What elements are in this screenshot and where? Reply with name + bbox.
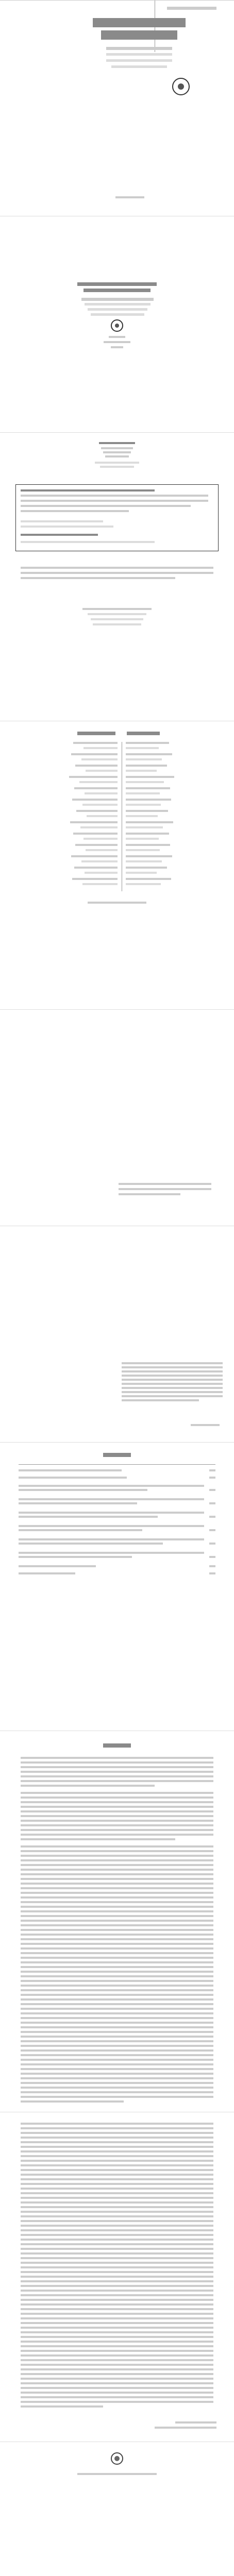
closing-page <box>0 2442 234 2576</box>
catalog-line-8 <box>21 541 155 543</box>
catalog-line-4 <box>21 505 191 507</box>
text-line <box>21 1780 213 1782</box>
text-line <box>21 2068 213 2070</box>
copyright-line-6 <box>100 466 134 468</box>
text-line <box>21 1943 213 1945</box>
summary-entry-page <box>209 1502 215 1504</box>
epigraph-line <box>122 1395 223 1397</box>
epigraph-line <box>122 1383 223 1385</box>
board-member-line <box>80 826 118 828</box>
text-line <box>21 1896 213 1899</box>
text-line <box>21 2271 213 2273</box>
publisher-address <box>82 608 152 610</box>
summary-heading <box>103 1453 131 1457</box>
editorial-board-left-column <box>62 742 118 896</box>
board-member-line <box>72 878 118 880</box>
summary-entry-cont <box>19 1502 137 1504</box>
text-line <box>21 2073 213 2075</box>
text-line <box>21 1859 213 1861</box>
board-member-line <box>126 781 164 783</box>
author-header <box>167 7 216 10</box>
text-line <box>21 2401 213 2403</box>
summary-entry-page <box>209 1543 215 1545</box>
preface-continued-page <box>0 2112 234 2442</box>
summary-entry[interactable] <box>19 1538 204 1540</box>
board-member-line <box>86 770 118 772</box>
board-member-line <box>76 810 118 812</box>
text-line <box>21 2127 213 2129</box>
board-member-line <box>126 747 159 749</box>
text-line <box>21 2345 213 2347</box>
title-page-subtitle-line-3 <box>88 308 147 311</box>
summary-entry-cont <box>19 1489 147 1491</box>
preface-page <box>0 1731 234 2112</box>
text-line <box>21 1820 213 1822</box>
text-line <box>21 1952 213 1954</box>
address-line-3 <box>91 618 143 620</box>
copyright-line-5 <box>95 462 139 464</box>
dedication-line-3 <box>119 1193 180 1195</box>
board-member-line <box>74 787 118 789</box>
text-line <box>21 2248 213 2250</box>
text-line <box>21 2378 213 2380</box>
title-page-subtitle-line-2 <box>85 303 151 306</box>
board-member-line <box>126 742 169 744</box>
text-line <box>21 2280 213 2282</box>
board-member-line <box>85 792 118 794</box>
summary-entry[interactable] <box>19 1552 204 1554</box>
epigraph-line <box>122 1375 223 1377</box>
board-member-line <box>126 815 158 817</box>
text-line <box>21 2211 213 2213</box>
text-line <box>21 2201 213 2204</box>
board-member-line <box>126 878 171 880</box>
text-line <box>21 2155 213 2157</box>
text-line <box>21 1785 155 1787</box>
text-line <box>21 2239 213 2241</box>
board-member-line <box>126 844 170 846</box>
summary-entry-cont <box>19 1529 142 1531</box>
cover-page <box>0 0 234 216</box>
text-line <box>21 1994 213 1996</box>
board-member-line <box>81 860 118 862</box>
epigraph-line <box>122 1370 223 1372</box>
epigraph-signature <box>191 1424 220 1426</box>
text-line <box>21 1915 213 1917</box>
board-member-line <box>75 844 118 846</box>
editorial-board-left-heading <box>77 732 115 735</box>
text-line <box>21 2096 213 2098</box>
epigraph-line <box>122 1399 199 1401</box>
board-member-line <box>81 758 118 760</box>
isbn-line <box>21 534 98 536</box>
catalog-line-7 <box>21 526 113 528</box>
book-subtitle <box>106 47 172 50</box>
epigraph-paragraph <box>122 1362 223 1414</box>
text-line <box>21 2368 213 2370</box>
copyright-line-3 <box>103 451 131 453</box>
text-line <box>21 2036 213 2038</box>
text-line <box>21 2317 213 2319</box>
board-member-line <box>126 758 162 760</box>
text-line <box>21 2045 213 2047</box>
text-line <box>21 2229 213 2231</box>
text-line <box>21 2220 213 2222</box>
book-title <box>93 18 186 27</box>
text-line <box>21 2017 213 2019</box>
board-member-line <box>126 838 159 840</box>
text-line <box>21 2373 213 2375</box>
board-member-line <box>126 753 172 755</box>
text-line <box>21 2188 213 2190</box>
text-line <box>21 1998 213 2001</box>
summary-entry[interactable] <box>19 1477 127 1479</box>
catalog-line-5 <box>21 510 129 512</box>
rights-line-2 <box>21 572 213 574</box>
text-line <box>21 2040 213 2042</box>
text-line <box>21 1929 213 1931</box>
text-line <box>21 2160 213 2162</box>
board-member-line <box>126 855 172 857</box>
text-line <box>21 2164 213 2166</box>
text-line <box>21 2137 213 2139</box>
copyright-line-4 <box>105 455 129 457</box>
text-line <box>21 1971 213 1973</box>
text-line <box>21 2396 213 2398</box>
text-line <box>21 2359 213 2361</box>
editorial-board-right-column <box>126 742 182 896</box>
text-line <box>21 2091 213 2093</box>
text-line <box>21 2123 213 2125</box>
board-member-line <box>73 833 118 835</box>
summary-entry-cont <box>19 1543 163 1545</box>
text-line <box>21 2150 213 2153</box>
epigraph-line <box>122 1366 223 1368</box>
text-line <box>21 1910 213 1912</box>
dedication-text <box>119 1183 211 1185</box>
board-member-line <box>126 792 160 794</box>
text-line <box>21 1806 213 1808</box>
text-line <box>21 2276 213 2278</box>
text-line <box>21 2327 213 2329</box>
board-member-line <box>126 849 160 851</box>
text-line <box>21 1878 213 1880</box>
board-member-line <box>69 776 118 778</box>
board-member-line <box>126 776 174 778</box>
epigraph-line <box>122 1379 223 1381</box>
board-member-line <box>70 821 118 823</box>
text-line <box>21 1906 213 1908</box>
text-line <box>21 1989 213 1991</box>
text-line <box>21 2354 213 2357</box>
summary-entry-page <box>209 1529 215 1531</box>
text-line <box>21 1845 213 1848</box>
summary-entry-page <box>209 1516 215 1518</box>
summary-page <box>0 1443 234 1731</box>
text-line <box>21 1934 213 1936</box>
text-line <box>21 1797 213 1799</box>
board-member-line <box>126 860 162 862</box>
epigraph-text <box>122 1362 223 1364</box>
board-member-line <box>71 753 118 755</box>
text-line <box>21 1757 213 1759</box>
text-line <box>21 1810 213 1812</box>
board-member-line <box>126 821 173 823</box>
text-line <box>21 2290 213 2292</box>
text-line <box>21 1920 213 1922</box>
board-member-line <box>126 810 168 812</box>
text-line <box>21 1864 213 1866</box>
board-member-line <box>83 747 118 749</box>
text-line <box>21 2243 213 2245</box>
catalog-record <box>21 489 155 492</box>
text-line <box>21 2082 213 2084</box>
preface-signature-line-2 <box>155 2427 216 2429</box>
text-line <box>21 1883 213 1885</box>
catalog-line-3 <box>21 500 208 502</box>
text-line <box>21 1766 213 1768</box>
text-line <box>21 2364 213 2366</box>
summary-divider <box>19 1464 215 1465</box>
board-member-line <box>126 765 167 767</box>
catalog-line-2 <box>21 495 208 497</box>
text-line <box>21 1869 213 1871</box>
book-subtitle-line-2 <box>106 53 172 56</box>
editorial-board-right-heading <box>127 732 160 735</box>
board-member-line <box>126 872 157 874</box>
preface-body <box>21 1757 213 2107</box>
board-member-line <box>71 855 118 857</box>
title-page-year <box>111 346 123 348</box>
text-line <box>21 2178 213 2180</box>
text-line <box>21 2387 213 2389</box>
text-line <box>21 2341 213 2343</box>
book-subtitle-line-4 <box>111 65 167 68</box>
text-line <box>21 1924 213 1926</box>
text-line <box>21 2141 213 2143</box>
editorial-board-page <box>0 721 234 1010</box>
publisher-logo-icon <box>172 78 190 95</box>
closing-publisher-footer <box>77 2473 157 2475</box>
text-line <box>21 2077 213 2079</box>
text-line <box>21 2215 213 2217</box>
text-line <box>21 2313 213 2315</box>
text-line <box>21 2054 213 2056</box>
summary-entry[interactable] <box>19 1485 204 1487</box>
board-member-line <box>126 804 161 806</box>
text-line <box>21 2183 213 2185</box>
title-page-place <box>104 341 130 343</box>
text-line <box>21 2059 213 2061</box>
text-line <box>21 1834 213 1836</box>
copyright-page <box>0 433 234 721</box>
text-line <box>21 2262 213 2264</box>
text-line <box>21 1761 213 1764</box>
text-line <box>21 1829 213 1831</box>
text-line <box>21 2169 213 2171</box>
text-line <box>21 1966 213 1968</box>
board-member-line <box>86 849 118 851</box>
catalog-line-6 <box>21 520 103 522</box>
text-line <box>21 1887 213 1889</box>
copyright-line-2 <box>101 447 133 449</box>
address-line-4 <box>93 623 141 625</box>
text-line <box>21 2322 213 2324</box>
text-line <box>21 2392 213 2394</box>
text-line <box>21 1892 213 1894</box>
text-line <box>21 1824 213 1826</box>
text-line <box>21 2350 213 2352</box>
text-line <box>21 1792 213 1794</box>
text-line <box>21 2336 213 2338</box>
summary-entry[interactable] <box>19 1565 96 1567</box>
text-line <box>21 2331 213 2333</box>
text-line <box>21 2234 213 2236</box>
summary-entry-page <box>209 1572 215 1574</box>
institution-emblem-icon <box>111 2452 123 2465</box>
text-line <box>21 1985 213 1987</box>
text-line <box>21 1975 213 1977</box>
epigraph-line <box>122 1391 223 1393</box>
summary-entry-page <box>209 1477 215 1479</box>
summary-entry[interactable] <box>19 1469 122 1471</box>
text-line <box>21 2225 213 2227</box>
text-line <box>21 1938 213 1940</box>
summary-entry[interactable] <box>19 1498 204 1500</box>
book-title-line-2 <box>101 30 177 40</box>
title-page <box>0 216 234 433</box>
text-line <box>21 2252 213 2255</box>
editorial-board-footer-note <box>88 902 146 904</box>
summary-entry-cont <box>19 1516 158 1518</box>
board-member-line <box>126 867 167 869</box>
text-line <box>21 2174 213 2176</box>
text-line <box>21 2299 213 2301</box>
text-line <box>21 2031 213 2033</box>
board-member-line <box>83 838 118 840</box>
text-line <box>21 2146 213 2148</box>
text-line <box>21 2003 213 2005</box>
text-line <box>21 2382 213 2384</box>
text-line <box>21 1775 213 1777</box>
text-line <box>21 1850 213 1852</box>
summary-entry[interactable] <box>19 1512 204 1514</box>
text-line <box>21 2294 213 2296</box>
board-member-line <box>126 833 169 835</box>
summary-entry-cont <box>19 1556 132 1558</box>
text-line <box>21 2022 213 2024</box>
text-line <box>21 2192 213 2194</box>
text-line <box>21 2303 213 2306</box>
text-line <box>21 1838 175 1840</box>
text-line <box>21 1771 213 1773</box>
board-member-line <box>82 804 118 806</box>
board-member-line <box>82 883 118 885</box>
preface-continued-body <box>21 2123 213 2411</box>
title-page-book-subtitle <box>81 298 154 301</box>
text-line <box>21 1801 213 1803</box>
text-line <box>21 1873 213 1875</box>
summary-entry[interactable] <box>19 1525 204 1527</box>
text-line <box>21 1980 213 1982</box>
title-page-publisher-name <box>109 336 125 338</box>
text-line <box>21 2132 213 2134</box>
text-line <box>21 1901 213 1903</box>
preface-closing-signature <box>175 2421 216 2424</box>
text-line <box>21 2026 213 2028</box>
epigraph-page <box>0 1226 234 1443</box>
dedication-page <box>0 1010 234 1226</box>
address-line-2 <box>88 613 146 615</box>
summary-entry-page <box>209 1489 215 1491</box>
text-line <box>21 2100 124 2103</box>
text-line <box>21 2285 213 2287</box>
text-line <box>21 2008 213 2010</box>
board-member-line <box>85 872 118 874</box>
text-line <box>21 1947 213 1950</box>
rights-line-1 <box>21 567 213 569</box>
board-member-line <box>75 765 118 767</box>
summary-entry-page <box>209 1469 215 1471</box>
publisher-credit <box>115 196 144 198</box>
text-line <box>21 2266 213 2268</box>
title-page-subtitle-line-4 <box>91 313 144 316</box>
text-line <box>21 2197 213 2199</box>
rights-line-3 <box>21 577 175 579</box>
board-member-line <box>126 787 170 789</box>
summary-entry-page <box>209 1556 215 1558</box>
board-member-line <box>74 867 118 869</box>
text-line <box>21 1855 213 1857</box>
text-line <box>21 2012 213 2014</box>
text-line <box>21 2308 213 2310</box>
preface-heading <box>103 1743 131 1748</box>
board-member-line <box>73 742 118 744</box>
text-line <box>21 2405 103 2408</box>
text-line <box>21 1957 213 1959</box>
text-line <box>21 1961 213 1963</box>
dedication-line-2 <box>119 1188 211 1190</box>
copyright-notice <box>99 442 135 444</box>
title-page-publisher-logo-icon <box>111 319 123 332</box>
summary-entry-list <box>19 1469 215 1588</box>
book-subtitle-line-3 <box>106 59 172 62</box>
epigraph-line <box>122 1387 223 1389</box>
title-page-book-title-line-2 <box>83 289 151 292</box>
summary-entry-page <box>209 1565 215 1567</box>
board-member-line <box>72 799 118 801</box>
board-member-line <box>87 815 118 817</box>
board-member-line <box>79 781 118 783</box>
text-line <box>21 2049 213 2052</box>
text-line <box>21 2063 213 2065</box>
board-member-line <box>126 826 163 828</box>
summary-entry[interactable] <box>19 1572 75 1574</box>
board-member-line <box>126 799 171 801</box>
text-line <box>21 2206 213 2208</box>
board-member-line <box>126 770 157 772</box>
text-line <box>21 2087 213 2089</box>
title-page-book-title <box>77 282 157 286</box>
text-line <box>21 1815 213 1817</box>
board-member-line <box>126 883 161 885</box>
text-line <box>21 2257 213 2259</box>
